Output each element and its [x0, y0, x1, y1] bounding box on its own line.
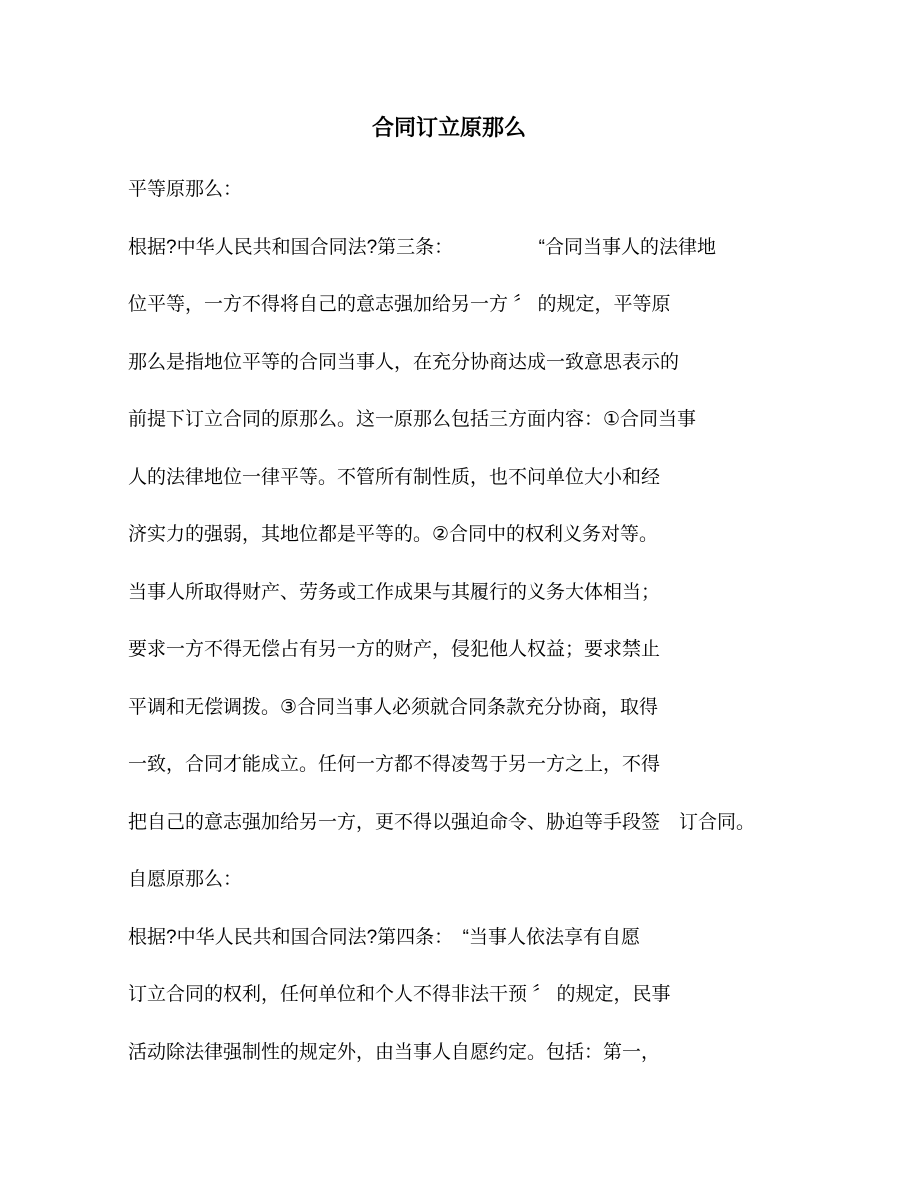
text-line: 根据?中华人民共和国合同法?第三条： “合同当事人的法律地 — [128, 236, 716, 258]
text-line: 订立合同的权利，任何单位和个人不得非法干预 〞 的规定，民事 — [128, 984, 671, 1005]
text-line: 把自己的意志强加给另一方，更不得以强迫命令、胁迫等手段签 订合同。 — [128, 811, 756, 833]
text-line: 要求一方不得无偿占有另一方的财产，侵犯他人权益；要求禁止 — [128, 639, 661, 660]
text-line: 平调和无偿调拨。③合同当事人必须就合同条款充分协商，取得 — [128, 696, 659, 718]
document-body — [128, 180, 770, 1100]
text-line-heading-voluntariness: 自愿原那么： — [128, 869, 243, 890]
text-line: 当事人所取得财产、劳务或工作成果与其履行的义务大体相当； — [128, 581, 661, 603]
text-line: 人的法律地位一律平等。不管所有制性质，也不问单位大小和经 — [128, 466, 661, 488]
document-text-block — [128, 0, 770, 1100]
text-line: 位平等，一方不得将自己的意志强加给另一方 〞 的规定，平等原 — [128, 294, 671, 315]
text-line: 那么是指地位平等的合同当事人，在充分协商达成一致意思表示的 — [128, 351, 680, 373]
text-line: 根据?中华人民共和国合同法?第四条： “当事人依法享有自愿 — [128, 926, 640, 948]
text-line: 活动除法律强制性的规定外，由当事人自愿约定。包括：第一， — [128, 1041, 661, 1063]
text-line: 前提下订立合同的原那么。这一原那么包括三方面内容：①合同当事 — [128, 409, 697, 430]
text-line: 一致，合同才能成立。任何一方都不得凌驾于另一方之上，不得 — [128, 754, 661, 775]
document-title: 合同订立原那么 — [371, 115, 526, 140]
text-line-heading-equality: 平等原那么： — [128, 179, 243, 200]
text-line: 济实力的强弱，其地位都是平等的。②合同中的权利义务对等。 — [128, 524, 659, 545]
